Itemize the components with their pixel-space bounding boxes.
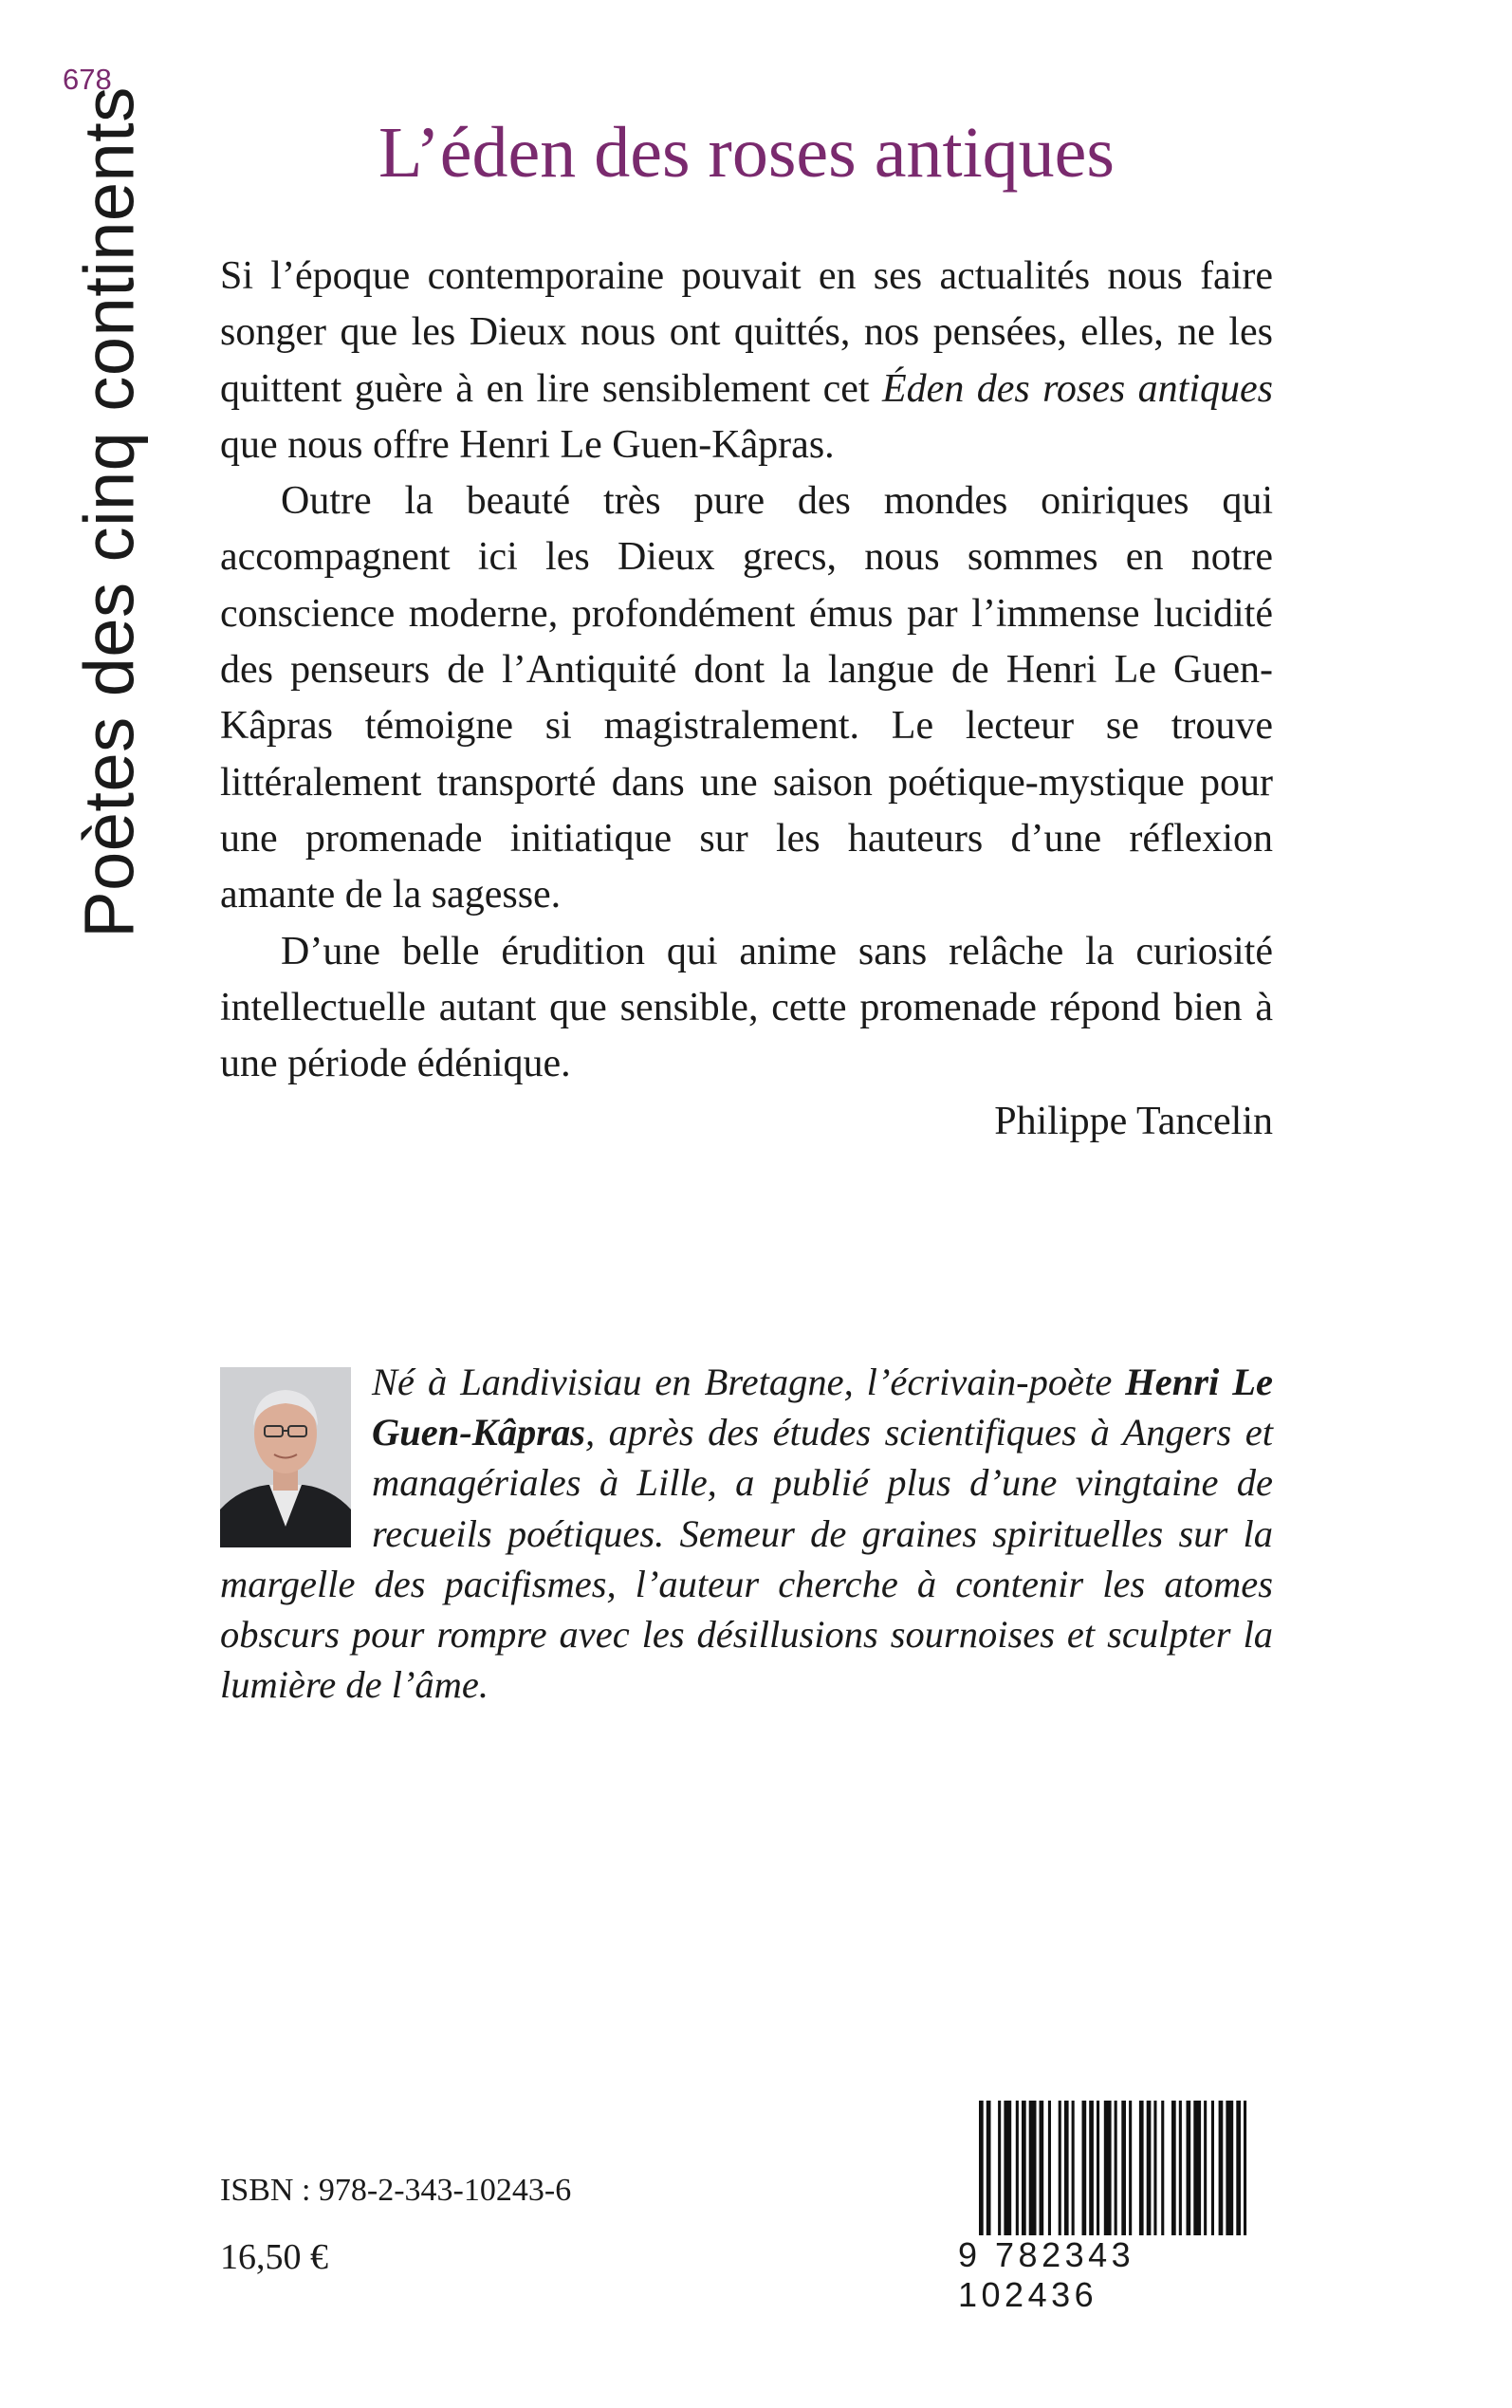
bio-author-name: Henri Le Guen-Kâpras [372, 1361, 1274, 1454]
blurb [220, 249, 1273, 1092]
blurb-signature: Philippe Tancelin [994, 1100, 1273, 1143]
book-title: L’éden des roses antiques [378, 113, 1115, 193]
price: 16,50 € [220, 2237, 328, 2277]
blurb-p1-italic-title: Éden des roses antiques [882, 366, 1273, 411]
blurb-paragraph-2: Outre la beauté très pure des mondes oniriques qui accompagnent ici les Dieux grecs, nous sommes en notre conscience moderne, profondément émus par l’immense lucidité des penseurs de l’Antiquité dont la langue de Henri Le Guen-Kâpras témoigne si magistralement. Le lecteur se trouve littéralement transporté dans une saison poétique-mystique pour une promenade initiatique sur les hauteurs d’une réflexion amante de la sagesse. [220, 479, 1273, 917]
author-bio [220, 1357, 1273, 1710]
blurb-paragraph-3: D’une belle érudition qui anime sans relâche la curiosité intellectuelle autant que sensible, cette promenade répond bien à une période édénique. [220, 929, 1273, 1086]
blurb-paragraph-1 [220, 249, 1273, 473]
blurb-p1-text-end: que nous offre Henri Le Guen-Kâpras. [220, 422, 835, 467]
bio-text: Né à Landivisiau en Bretagne, l’écrivain-poète [372, 1361, 1126, 1403]
blurb-p1-text: Si l’époque contemporaine pouvait en ses actualités nous faire songer que les Dieux nous ont quittés, nos pensées, elles, ne les quittent guère à en lire sensiblement cet [220, 254, 1273, 411]
bio-text-end: , après des études scientifiques à Angers et managériales à Lille, a publié plus d’une vingtaine de recueils poétiques. Semeur de graines spirituelles sur la margelle des pacifismes, l’auteur cherche à contenir les atomes obscurs pour rompre avec les désillusions sournoises et sculpter la lumière de l’âme. [220, 1411, 1273, 1707]
isbn: ISBN : 978-2-343-10243-6 [220, 2173, 572, 2208]
barcode-digits: 9 782343 102436 [958, 2235, 1279, 2315]
series-number: 678 [63, 63, 112, 96]
series-title: Poètes des cinq continents [69, 86, 149, 938]
